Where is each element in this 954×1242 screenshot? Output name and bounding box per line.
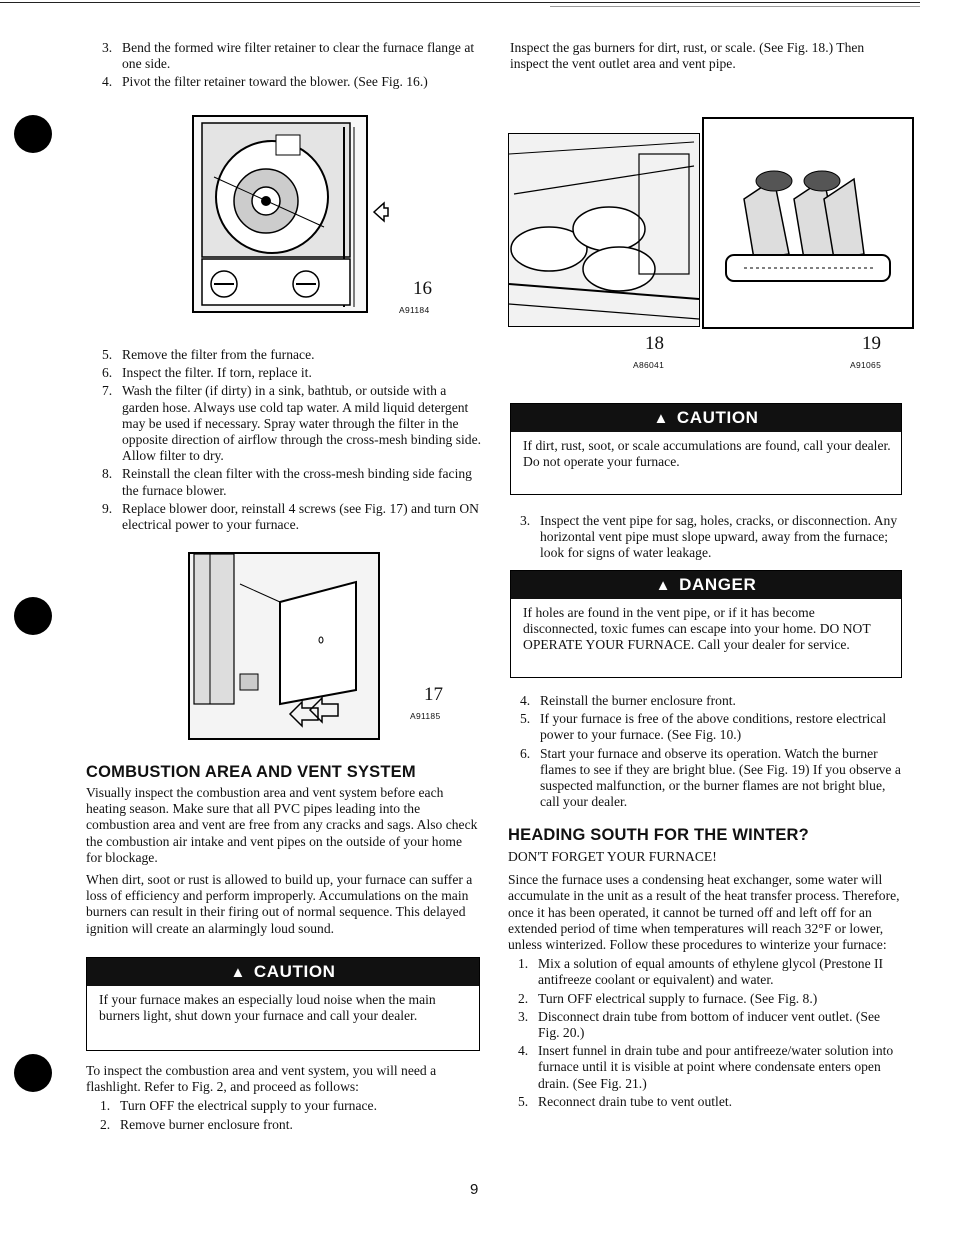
list-item: 1. Turn OFF the electrical supply to your furnace.: [100, 1098, 377, 1114]
list-item: 3. Bend the formed wire filter retainer to clear the furnace flange at one side.: [102, 40, 475, 72]
figure-code: A91185: [410, 711, 441, 721]
filter-retainer-steps: [102, 40, 482, 93]
figure-18-burners-illustration: [508, 133, 700, 327]
list-item: 5. Reconnect drain tube to vent outlet.: [518, 1093, 733, 1109]
list-item: 2. Turn OFF electrical supply to furnace. (See Fig. 8.): [518, 990, 818, 1006]
vent-inspect-step: [520, 513, 902, 564]
danger-box-vent-pipe: [510, 570, 902, 678]
combustion-procedure: [86, 1063, 480, 1135]
warning-triangle-icon: ▲: [230, 963, 246, 981]
caution-header: ▲ CAUTION: [511, 404, 901, 432]
vent-steps-after: [520, 693, 902, 812]
warning-triangle-icon: ▲: [655, 576, 672, 594]
binder-hole-top: [14, 115, 52, 153]
page-number: 9: [470, 1181, 479, 1198]
list-item: 4. Reinstall the burner enclosure front.: [520, 693, 736, 708]
figure-19-burner-flames-illustration: [702, 117, 914, 329]
binder-hole-bottom: [14, 1054, 52, 1092]
figure-number: 19: [862, 333, 881, 354]
list-item: 6. Start your furnace and observe its operation. Watch the burner flames to see if they are bright blue. (See Fig. 19) If you observe a suspected malfunction, or the burner flames are not bright blue, call your dealer.: [520, 745, 901, 810]
paragraph: To inspect the combustion area and vent system, you will need a flashlight. Refer to Fig. 2, and proceed as follows:: [86, 1063, 437, 1095]
figure-code: A86041: [633, 360, 665, 370]
list-item: 9. Replace blower door, reinstall 4 screws (see Fig. 17) and turn ON electrical power to your furnace.: [102, 500, 479, 533]
list-item: 2. Remove burner enclosure front.: [100, 1116, 293, 1132]
combustion-intro: [86, 785, 480, 943]
caution-text: If dirt, rust, soot, or scale accumulations are found, call your dealer. Do not operate your furnace.: [523, 438, 891, 470]
danger-text: If holes are found in the vent pipe, or if it has become disconnected, toxic fumes can escape into your home. DO NOT OPERATE YOUR FURNACE. Call your dealer for service.: [523, 605, 871, 653]
figure-17-blower-door-illustration: [188, 552, 380, 740]
paragraph: Visually inspect the combustion area and vent system before each heating season. Make sure that all PVC pipes leading into the combustion area and vent are free from any cracks and sags. Also check the combustion air intake and vent pipes on the outside of your home for blockage.: [86, 785, 478, 865]
paragraph: When dirt, soot or rust is allowed to build up, your furnace can suffer a loss of efficiency and perform improperly. Accumulations on the main burners can result in their firing out of normal sequence. This delayed ignition will create an alarmingly loud sound.: [86, 872, 473, 936]
top-rule: [0, 2, 920, 3]
figure-number: 17: [424, 684, 443, 705]
caution-box-accumulations: [510, 403, 902, 495]
list-item: 7. Wash the filter (if dirty) in a sink, bathtub, or outside with a garden hose. Always use cold tap water. A mild liquid detergent may be used if necessary. Spray water through the filter in the opposite direction of airflow through the cross-mesh binding side. Allow filter to dry.: [102, 383, 482, 464]
danger-header: ▲ DANGER: [511, 571, 901, 599]
burner-inspect-intro: Inspect the gas burners for dirt, rust, or scale. (See Fig. 18.) Then inspect the vent outlet area and vent pipe.: [510, 40, 865, 72]
arrow-icon: [372, 200, 390, 224]
warning-triangle-icon: ▲: [653, 409, 669, 427]
list-item: 4. Pivot the filter retainer toward the blower. (See Fig. 16.): [102, 74, 428, 90]
figure-code: A91184: [399, 305, 430, 315]
list-item: 8. Reinstall the clean filter with the cross-mesh binding side facing the furnace blower.: [102, 466, 472, 498]
list-item: 5. If your furnace is free of the above conditions, restore electrical power to your furnace. (See Fig. 10.): [520, 711, 887, 743]
winter-section: [508, 849, 902, 1112]
caution-header: ▲ CAUTION: [87, 958, 479, 986]
caution-text: If your furnace makes an especially loud noise when the main burners light, shut down your furnace and call your dealer.: [99, 992, 436, 1024]
subheading: DON'T FORGET YOUR FURNACE!: [508, 849, 717, 864]
paragraph: Since the furnace uses a condensing heat exchanger, some water will accumulate in the unit as a result of the heat transfer process. Therefore, once it has been operated, it cannot be turned off and left off for an extended period of time when temperatures will reach 32°F or lower, unless winterized. Follow these procedures to winterize your furnace:: [508, 872, 900, 953]
list-item: 6. Inspect the filter. If torn, replace it.: [102, 365, 312, 381]
list-item: 5. Remove the filter from the furnace.: [102, 347, 315, 362]
filter-steps: [102, 347, 482, 535]
list-item: 1. Mix a solution of equal amounts of ethylene glycol (Prestone II antifreeze coolant or equivalent) and water.: [518, 956, 884, 988]
figure-number: 16: [413, 278, 432, 299]
figure-code: A91065: [850, 360, 882, 370]
top-rule-right: [550, 6, 920, 7]
figure-number: 18: [645, 333, 664, 354]
list-item: 3. Disconnect drain tube from bottom of inducer vent outlet. (See Fig. 20.): [518, 1008, 881, 1041]
section-heading-combustion: COMBUSTION AREA AND VENT SYSTEM: [86, 763, 416, 781]
list-item: 3. Inspect the vent pipe for sag, holes, cracks, or disconnection. Any horizontal vent pipe must slope upward, away from the furnace; look for signs of water leakage.: [520, 513, 898, 561]
caution-box-loud-noise: [86, 957, 480, 1051]
section-heading-winter: HEADING SOUTH FOR THE WINTER?: [508, 826, 809, 844]
list-item: 4. Insert funnel in drain tube and pour antifreeze/water solution into furnace until it is visible at point where condensate enters open drain. (See Fig. 21.): [518, 1043, 894, 1091]
binder-hole-middle: [14, 597, 52, 635]
figure-16-blower-illustration: [192, 115, 368, 313]
